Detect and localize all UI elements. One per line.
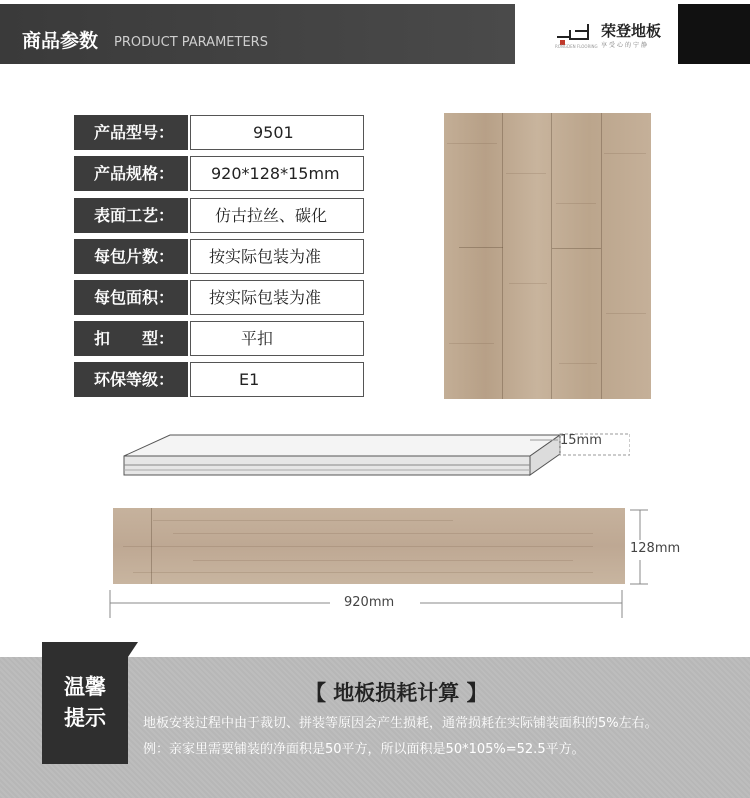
logo-icon	[557, 24, 595, 46]
param-label: 表面工艺：	[74, 198, 188, 233]
header-accent-block	[678, 4, 750, 64]
header	[0, 0, 750, 64]
param-row-surface	[74, 198, 364, 233]
tip-line-2: 例：亲家里需要铺装的净面积是50平方，所以面积是50*105%=52.5平方。	[143, 742, 585, 757]
param-value: 仿古拉丝、碳化	[190, 198, 364, 233]
param-value: 按实际包装为准	[190, 239, 364, 274]
param-value: 920*128*15mm	[190, 156, 364, 191]
param-row-eco	[74, 362, 364, 397]
tip-badge-line1: 温馨	[64, 675, 106, 699]
param-row-area	[74, 280, 364, 315]
brand-slogan: 享受心的宁静	[601, 42, 650, 49]
param-value: 平扣	[190, 321, 364, 356]
wood-sample-image	[444, 113, 651, 399]
param-value: 9501	[190, 115, 364, 150]
brand-name: 荣登地板	[601, 22, 662, 40]
tip-badge-line2: 提示	[64, 706, 106, 730]
page-title: 商品参数	[22, 30, 99, 52]
param-row-lock	[74, 321, 364, 356]
param-label: 每包片数：	[74, 239, 188, 274]
thickness-label: 15mm	[560, 433, 602, 448]
param-row-model	[74, 115, 364, 150]
param-row-spec	[74, 156, 364, 191]
page-subtitle: PRODUCT PARAMETERS	[114, 35, 268, 50]
tip-badge-notch	[128, 642, 138, 657]
tip-line-1: 地板安装过程中由于裁切、拼装等原因会产生损耗，通常损耗在实际铺装面积的5%左右。	[143, 716, 658, 731]
width-label: 128mm	[630, 541, 681, 556]
param-label: 环保等级：	[74, 362, 188, 397]
brand-logo	[515, 4, 678, 64]
param-value: E1	[190, 362, 364, 397]
length-label: 920mm	[344, 595, 395, 610]
param-label: 每包面积：	[74, 280, 188, 315]
param-label: 产品规格：	[74, 156, 188, 191]
param-value: 按实际包装为准	[190, 280, 364, 315]
tip-title: 【 地板损耗计算 】	[305, 681, 488, 705]
param-label: 扣 型：	[74, 321, 188, 356]
thickness-diagram	[100, 428, 630, 488]
header-banner	[0, 4, 515, 64]
tip-badge	[42, 642, 128, 764]
brand-small-text: RONGDEN FLOORING	[555, 44, 598, 49]
param-label: 产品型号：	[74, 115, 188, 150]
param-row-pieces	[74, 239, 364, 274]
